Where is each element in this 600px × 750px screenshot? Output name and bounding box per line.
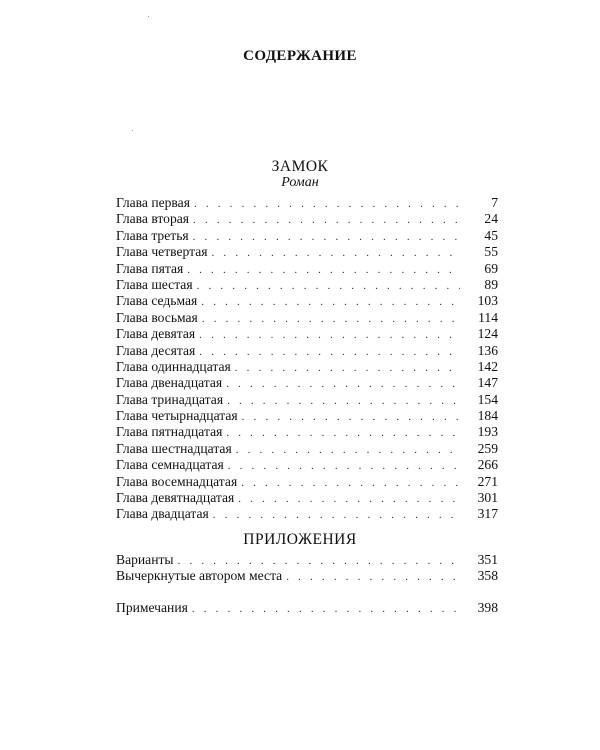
toc-entry-label: Глава четвертая (116, 244, 208, 260)
toc-entry (116, 326, 498, 342)
toc-entry-page: 317 (477, 506, 498, 522)
toc-entry-page: 45 (484, 227, 498, 243)
toc-entry-label: Глава девятнадцатая (116, 490, 235, 506)
toc-entry-page: 142 (477, 358, 498, 374)
toc-entry-label: Глава вторая (116, 211, 190, 227)
dot-leader (193, 229, 460, 245)
toc-entry (116, 474, 498, 490)
toc-entry-label: Глава двадцатая (116, 506, 209, 522)
toc-entry-label: Варианты (116, 552, 174, 567)
toc-entry (116, 506, 498, 522)
toc-entry-page: 69 (484, 260, 498, 276)
toc-entry (116, 228, 498, 244)
dot-leader (193, 212, 460, 228)
toc-entry-label: Глава двенадцатая (116, 375, 223, 391)
toc-entry-label: Глава пятая (116, 260, 184, 276)
toc-entry-page: 124 (477, 326, 498, 342)
toc-entry-label: Вычеркнутые автором места (116, 568, 283, 584)
toc-entry (116, 375, 498, 391)
novel-heading: ЗАМОК (271, 158, 329, 175)
print-speck (132, 130, 133, 131)
dot-leader (199, 344, 460, 360)
toc-entry (116, 261, 498, 277)
novel-subheading: Роман (281, 175, 319, 190)
print-speck (148, 16, 149, 17)
toc-entry (116, 293, 498, 309)
toc-entry-label: Глава тринадцатая (116, 391, 224, 407)
toc-entry-page: 301 (477, 490, 498, 506)
toc-entry (116, 359, 498, 375)
toc-entry (116, 244, 498, 260)
toc-entry-page: 103 (477, 293, 498, 309)
toc-entry-page: 154 (477, 391, 498, 407)
toc-entry-label: Глава шестая (116, 276, 193, 292)
dot-leader (202, 311, 460, 327)
chapter-list (116, 195, 498, 523)
toc-entry-label: Глава седьмая (116, 293, 198, 309)
toc-entry-label: Глава пятнадцатая (116, 424, 223, 440)
dot-leader (235, 360, 460, 376)
toc-entry (116, 195, 498, 211)
toc-entry-label: Глава десятая (116, 342, 196, 358)
toc-entry (116, 343, 498, 359)
dot-leader (286, 569, 460, 585)
dot-leader (227, 393, 460, 409)
toc-entry-page: 398 (477, 600, 498, 615)
toc-entry-page: 266 (477, 457, 498, 473)
toc-entry-page: 7 (491, 195, 498, 210)
dot-leader (241, 475, 460, 491)
toc-entry-label: Глава девятая (116, 326, 196, 342)
toc-entry-label: Глава третья (116, 227, 189, 243)
toc-entry-label: Глава четырнадцатая (116, 408, 238, 424)
dot-leader (212, 245, 460, 261)
toc-entry (116, 408, 498, 424)
dot-leader (213, 507, 460, 523)
dot-leader (178, 553, 460, 569)
appendix-heading: ПРИЛОЖЕНИЯ (243, 531, 357, 548)
toc-entry (116, 457, 498, 473)
dot-leader (236, 442, 460, 458)
toc-entry-page: 351 (477, 552, 498, 567)
toc-entry-page: 89 (484, 276, 498, 292)
toc-entry-page: 259 (477, 440, 498, 456)
toc-entry (116, 277, 498, 293)
page-title: СОДЕРЖАНИЕ (243, 48, 357, 64)
dot-leader (201, 294, 460, 310)
toc-entry-page: 147 (477, 375, 498, 391)
toc-entry-page: 24 (484, 211, 498, 227)
toc-entry (116, 424, 498, 440)
toc-entry-page: 55 (484, 244, 498, 260)
dot-leader (228, 458, 460, 474)
toc-entry (116, 392, 498, 408)
dot-leader (238, 491, 460, 507)
toc-entry-label: Глава восемнадцатая (116, 473, 238, 489)
dot-leader (199, 327, 460, 343)
notes-list (116, 600, 498, 616)
toc-entry-page: 114 (478, 309, 498, 325)
dot-leader (226, 376, 460, 392)
toc-entry-label: Глава восьмая (116, 309, 198, 325)
toc-entry-label: Глава семнадцатая (116, 457, 224, 473)
toc-entry-page: 136 (477, 342, 498, 358)
toc-entry-page: 184 (477, 408, 498, 424)
dot-leader (187, 262, 460, 278)
toc-entry (116, 552, 498, 568)
toc-entry-page: 193 (477, 424, 498, 440)
toc-entry (116, 310, 498, 326)
toc-entry-label: Глава одиннадцатая (116, 358, 231, 374)
toc-entry (116, 211, 498, 227)
dot-leader (226, 425, 460, 441)
dot-leader (192, 601, 460, 617)
toc-entry (116, 441, 498, 457)
toc-entry (116, 568, 498, 584)
dot-leader (197, 278, 460, 294)
toc-entry-page: 358 (477, 568, 498, 584)
toc-entry (116, 490, 498, 506)
appendix-list (116, 552, 498, 585)
toc-entry-label: Глава первая (116, 195, 190, 210)
toc-entry-page: 271 (477, 473, 498, 489)
dot-leader (194, 196, 460, 212)
toc-entry (116, 600, 498, 616)
toc-entry-label: Глава шестнадцатая (116, 440, 232, 456)
dot-leader (242, 409, 460, 425)
toc-entry-label: Примечания (116, 600, 188, 615)
